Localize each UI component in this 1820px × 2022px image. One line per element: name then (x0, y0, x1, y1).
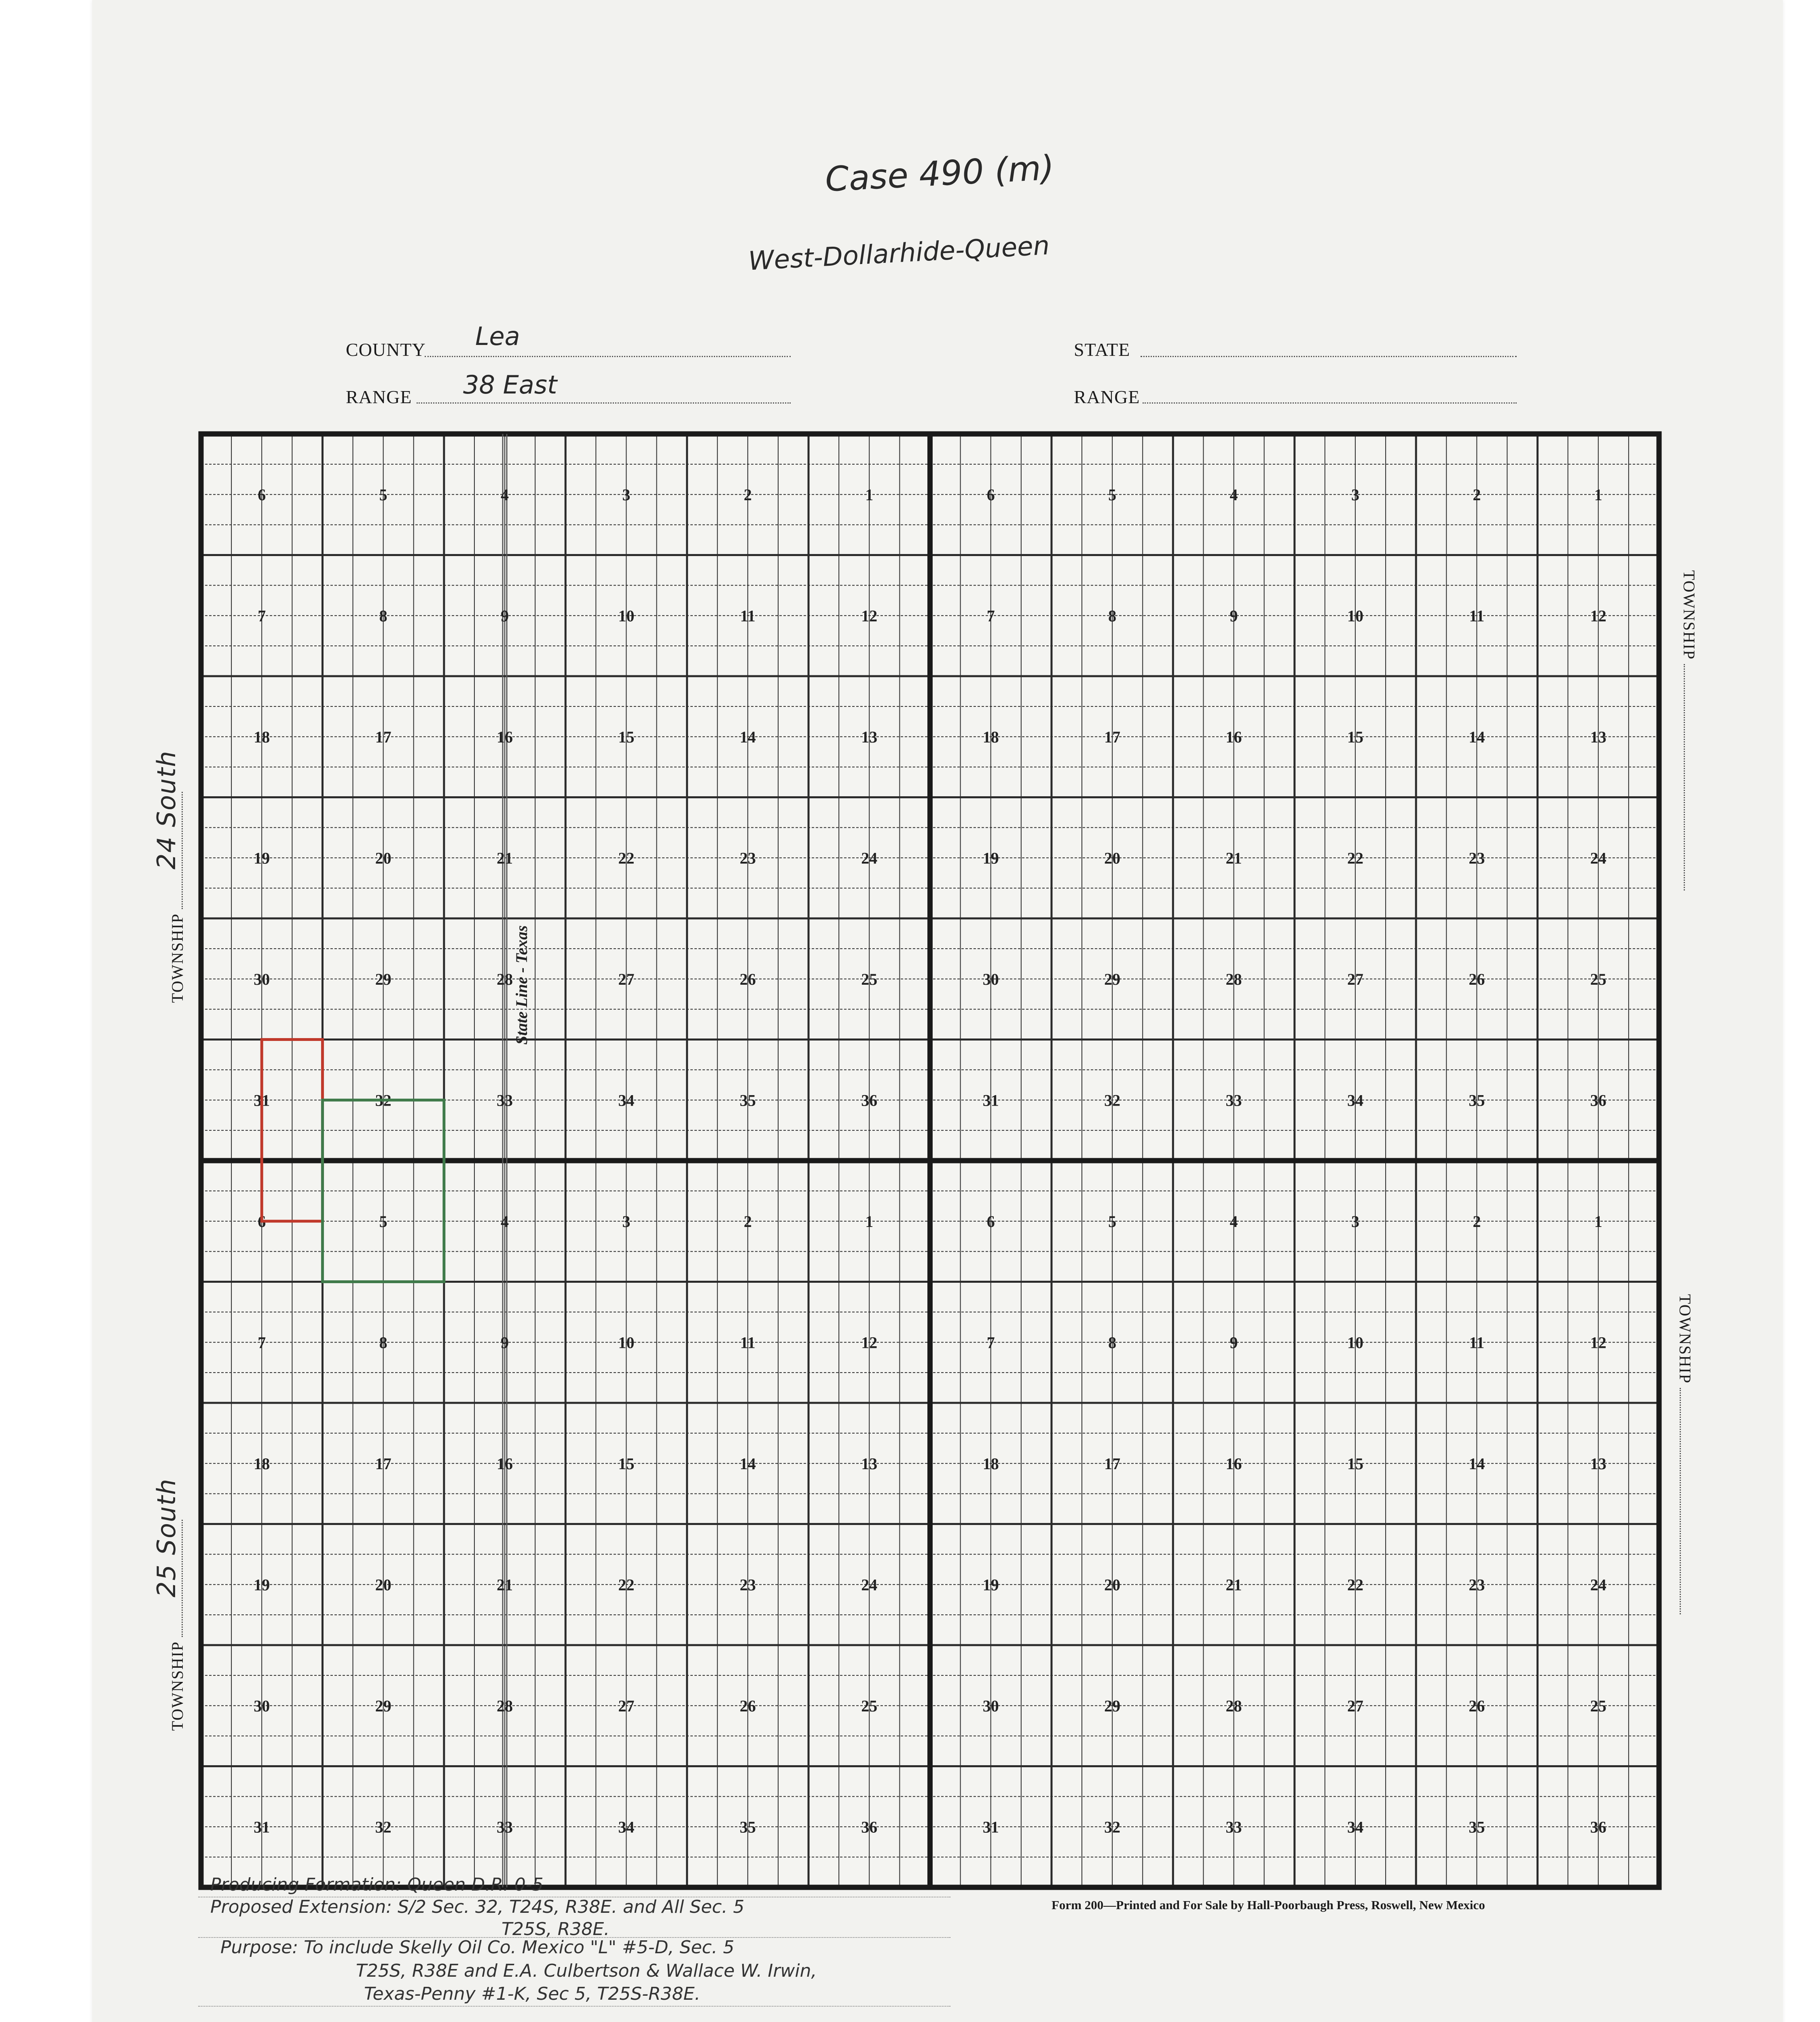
section-number: 2 (743, 485, 752, 504)
section-number: 6 (986, 1212, 995, 1231)
section-number: 5 (379, 485, 387, 504)
section-number: 18 (982, 728, 999, 746)
section-number: 32 (1104, 1818, 1121, 1836)
section-number: 29 (1104, 1696, 1121, 1715)
section-number: 6 (258, 1212, 266, 1231)
section-number: 20 (1104, 1576, 1121, 1594)
section-number: 12 (861, 1333, 878, 1352)
section-number: 25 (1590, 1696, 1606, 1715)
section-number: 11 (740, 1333, 756, 1352)
section-number: 34 (1347, 1091, 1363, 1110)
section-number: 33 (497, 1818, 513, 1836)
section-number: 34 (1347, 1818, 1363, 1836)
section-number: 32 (375, 1091, 392, 1110)
section-number: 3 (1351, 1212, 1359, 1231)
section-number: 13 (861, 728, 878, 746)
note-producing-formation: Producing Formation: Queen D.R. 0-5 (210, 1874, 544, 1895)
section-number: 9 (501, 1333, 509, 1352)
section-number: 18 (982, 1454, 999, 1473)
section-number: 17 (375, 728, 392, 746)
section-number: 33 (1225, 1091, 1242, 1110)
section-number: 19 (982, 849, 999, 867)
section-number: 27 (1347, 970, 1363, 988)
section-number: 29 (1104, 970, 1121, 988)
case-number: Case 490 (m) (824, 148, 1055, 199)
township-label: TOWNSHIP (1676, 1294, 1694, 1383)
section-number: 27 (618, 970, 635, 988)
section-number: 24 (861, 849, 878, 867)
section-number: 31 (254, 1091, 270, 1110)
section-number: 10 (1347, 1333, 1363, 1352)
section-number: 15 (1347, 1454, 1363, 1473)
section-number: 4 (1230, 485, 1238, 504)
section-number: 11 (1469, 1333, 1485, 1352)
section-number: 17 (1104, 728, 1121, 746)
section-number: 36 (861, 1818, 878, 1836)
section-number: 24 (861, 1576, 878, 1594)
section-number: 20 (375, 1576, 392, 1594)
section-number: 7 (986, 1333, 995, 1352)
section-number: 18 (254, 728, 270, 746)
section-number: 21 (1225, 849, 1242, 867)
section-number: 5 (379, 1212, 387, 1231)
section-number: 8 (379, 1333, 387, 1352)
section-number: 22 (618, 849, 635, 867)
section-number: 14 (739, 1454, 756, 1473)
note-rule-3 (198, 2006, 950, 2007)
section-number: 21 (1225, 1576, 1242, 1594)
section-number: 22 (1347, 1576, 1363, 1594)
section-number: 14 (1469, 1454, 1485, 1473)
section-number: 27 (618, 1696, 635, 1715)
section-number: 35 (739, 1818, 756, 1836)
section-number: 2 (1473, 1212, 1481, 1231)
section-number: 34 (618, 1818, 635, 1836)
township-label: TOWNSHIP (168, 914, 186, 1003)
note-purpose: Purpose: To include Skelly Oil Co. Mexico "L" #5-D, Sec. 5 (220, 1937, 734, 1958)
section-number: 10 (618, 607, 635, 625)
state-line-label: State Line - Texas (512, 925, 531, 1045)
section-number: 1 (1594, 1212, 1602, 1231)
section-number: 9 (501, 607, 509, 625)
section-number: 35 (739, 1091, 756, 1110)
section-number: 32 (1104, 1091, 1121, 1110)
section-number: 17 (1104, 1454, 1121, 1473)
section-number: 16 (1225, 1454, 1242, 1473)
section-number: 17 (375, 1454, 392, 1473)
section-number: 25 (861, 970, 878, 988)
section-number: 29 (375, 970, 392, 988)
section-number: 19 (982, 1576, 999, 1594)
township-label: TOWNSHIP (168, 1641, 186, 1731)
section-number: 5 (1108, 485, 1117, 504)
section-number: 23 (1469, 849, 1485, 867)
section-number: 36 (861, 1091, 878, 1110)
section-number: 6 (986, 485, 995, 504)
section-number: 29 (375, 1696, 392, 1715)
note-proposed-extension: Proposed Extension: S/2 Sec. 32, T24S, R38E. and All Sec. 5 (210, 1897, 745, 1917)
section-number: 30 (254, 1696, 270, 1715)
section-number: 1 (1594, 485, 1602, 504)
section-number: 28 (497, 970, 513, 988)
section-number: 24 (1590, 1576, 1606, 1594)
range-value-left: 38 East (463, 370, 557, 400)
section-number: 13 (861, 1454, 878, 1473)
section-number: 4 (501, 485, 509, 504)
range-label-left: RANGE (346, 387, 412, 407)
section-number: 13 (1590, 728, 1606, 746)
section-number: 21 (497, 849, 513, 867)
section-number: 9 (1230, 1333, 1238, 1352)
section-number: 16 (1225, 728, 1242, 746)
section-number: 3 (1351, 485, 1359, 504)
section-number: 28 (497, 1696, 513, 1715)
section-number: 34 (618, 1091, 635, 1110)
section-number: 25 (861, 1696, 878, 1715)
section-number: 35 (1469, 1818, 1485, 1836)
section-number: 8 (1108, 607, 1117, 625)
section-number: 10 (618, 1333, 635, 1352)
section-number: 20 (375, 849, 392, 867)
section-number: 22 (1347, 849, 1363, 867)
section-number: 33 (497, 1091, 513, 1110)
section-number: 30 (254, 970, 270, 988)
county-label: COUNTY (346, 339, 426, 360)
range-label-right: RANGE (1074, 387, 1140, 407)
section-number: 33 (1225, 1818, 1242, 1836)
note-purpose-cont-1: T25S, R38E and E.A. Culbertson & Wallace W. Irwin, (356, 1961, 817, 1981)
section-number: 1 (865, 485, 874, 504)
section-number: 23 (739, 1576, 756, 1594)
section-number: 30 (982, 970, 999, 988)
section-number: 25 (1590, 970, 1606, 988)
section-number: 2 (743, 1212, 752, 1231)
section-number: 7 (258, 1333, 266, 1352)
section-number: 12 (1590, 607, 1606, 625)
section-number: 4 (1230, 1212, 1238, 1231)
section-number: 9 (1230, 607, 1238, 625)
section-number: 36 (1590, 1091, 1606, 1110)
section-number: 12 (1590, 1333, 1606, 1352)
section-number: 6 (258, 485, 266, 504)
section-number: 23 (1469, 1576, 1485, 1594)
state-label: STATE (1074, 339, 1130, 360)
section-number: 23 (739, 849, 756, 867)
section-number: 7 (258, 607, 266, 625)
township-value-lower: 25 South (152, 1478, 181, 1597)
section-number: 14 (1469, 728, 1485, 746)
section-number: 26 (1469, 970, 1485, 988)
section-number: 28 (1225, 1696, 1242, 1715)
section-number: 8 (1108, 1333, 1117, 1352)
section-number: 27 (1347, 1696, 1363, 1715)
section-number: 11 (1469, 607, 1485, 625)
township-label: TOWNSHIP (1680, 570, 1698, 660)
section-number: 14 (739, 728, 756, 746)
section-number: 31 (254, 1818, 270, 1836)
section-number: 8 (379, 607, 387, 625)
section-number: 26 (739, 970, 756, 988)
section-number: 1 (865, 1212, 874, 1231)
section-number: 13 (1590, 1454, 1606, 1473)
section-number: 31 (982, 1818, 999, 1836)
section-number: 5 (1108, 1212, 1117, 1231)
section-number: 2 (1473, 485, 1481, 504)
section-number: 26 (1469, 1696, 1485, 1715)
section-number: 19 (254, 849, 270, 867)
section-number: 32 (375, 1818, 392, 1836)
section-number: 15 (618, 1454, 635, 1473)
section-number: 15 (618, 728, 635, 746)
section-number: 26 (739, 1696, 756, 1715)
section-number: 20 (1104, 849, 1121, 867)
section-number: 10 (1347, 607, 1363, 625)
section-number: 3 (622, 485, 631, 504)
section-number: 3 (622, 1212, 631, 1231)
county-value: Lea (475, 321, 520, 351)
section-number: 36 (1590, 1818, 1606, 1836)
section-number: 12 (861, 607, 878, 625)
section-number: 19 (254, 1576, 270, 1594)
section-number: 16 (497, 728, 513, 746)
section-number: 22 (618, 1576, 635, 1594)
note-proposed-extension-cont: T25S, R38E. (502, 1919, 610, 1940)
section-number: 7 (986, 607, 995, 625)
section-number: 18 (254, 1454, 270, 1473)
section-number: 16 (497, 1454, 513, 1473)
section-number: 24 (1590, 849, 1606, 867)
note-purpose-cont-2: Texas-Penny #1-K, Sec 5, T25S-R38E. (364, 1984, 700, 2004)
section-number: 11 (740, 607, 756, 625)
section-number: 4 (501, 1212, 509, 1231)
section-number: 35 (1469, 1091, 1485, 1110)
section-number: 28 (1225, 970, 1242, 988)
note-rule-2 (198, 1937, 950, 1938)
section-number: 21 (497, 1576, 513, 1594)
printer-credit: Form 200—Printed and For Sale by Hall-Poorbaugh Press, Roswell, New Mexico (1052, 1898, 1485, 1912)
township-value-upper: 24 South (152, 750, 181, 869)
section-number: 31 (982, 1091, 999, 1110)
section-number: 15 (1347, 728, 1363, 746)
field-name: West-Dollarhide-Queen (747, 231, 1050, 277)
section-number: 30 (982, 1696, 999, 1715)
